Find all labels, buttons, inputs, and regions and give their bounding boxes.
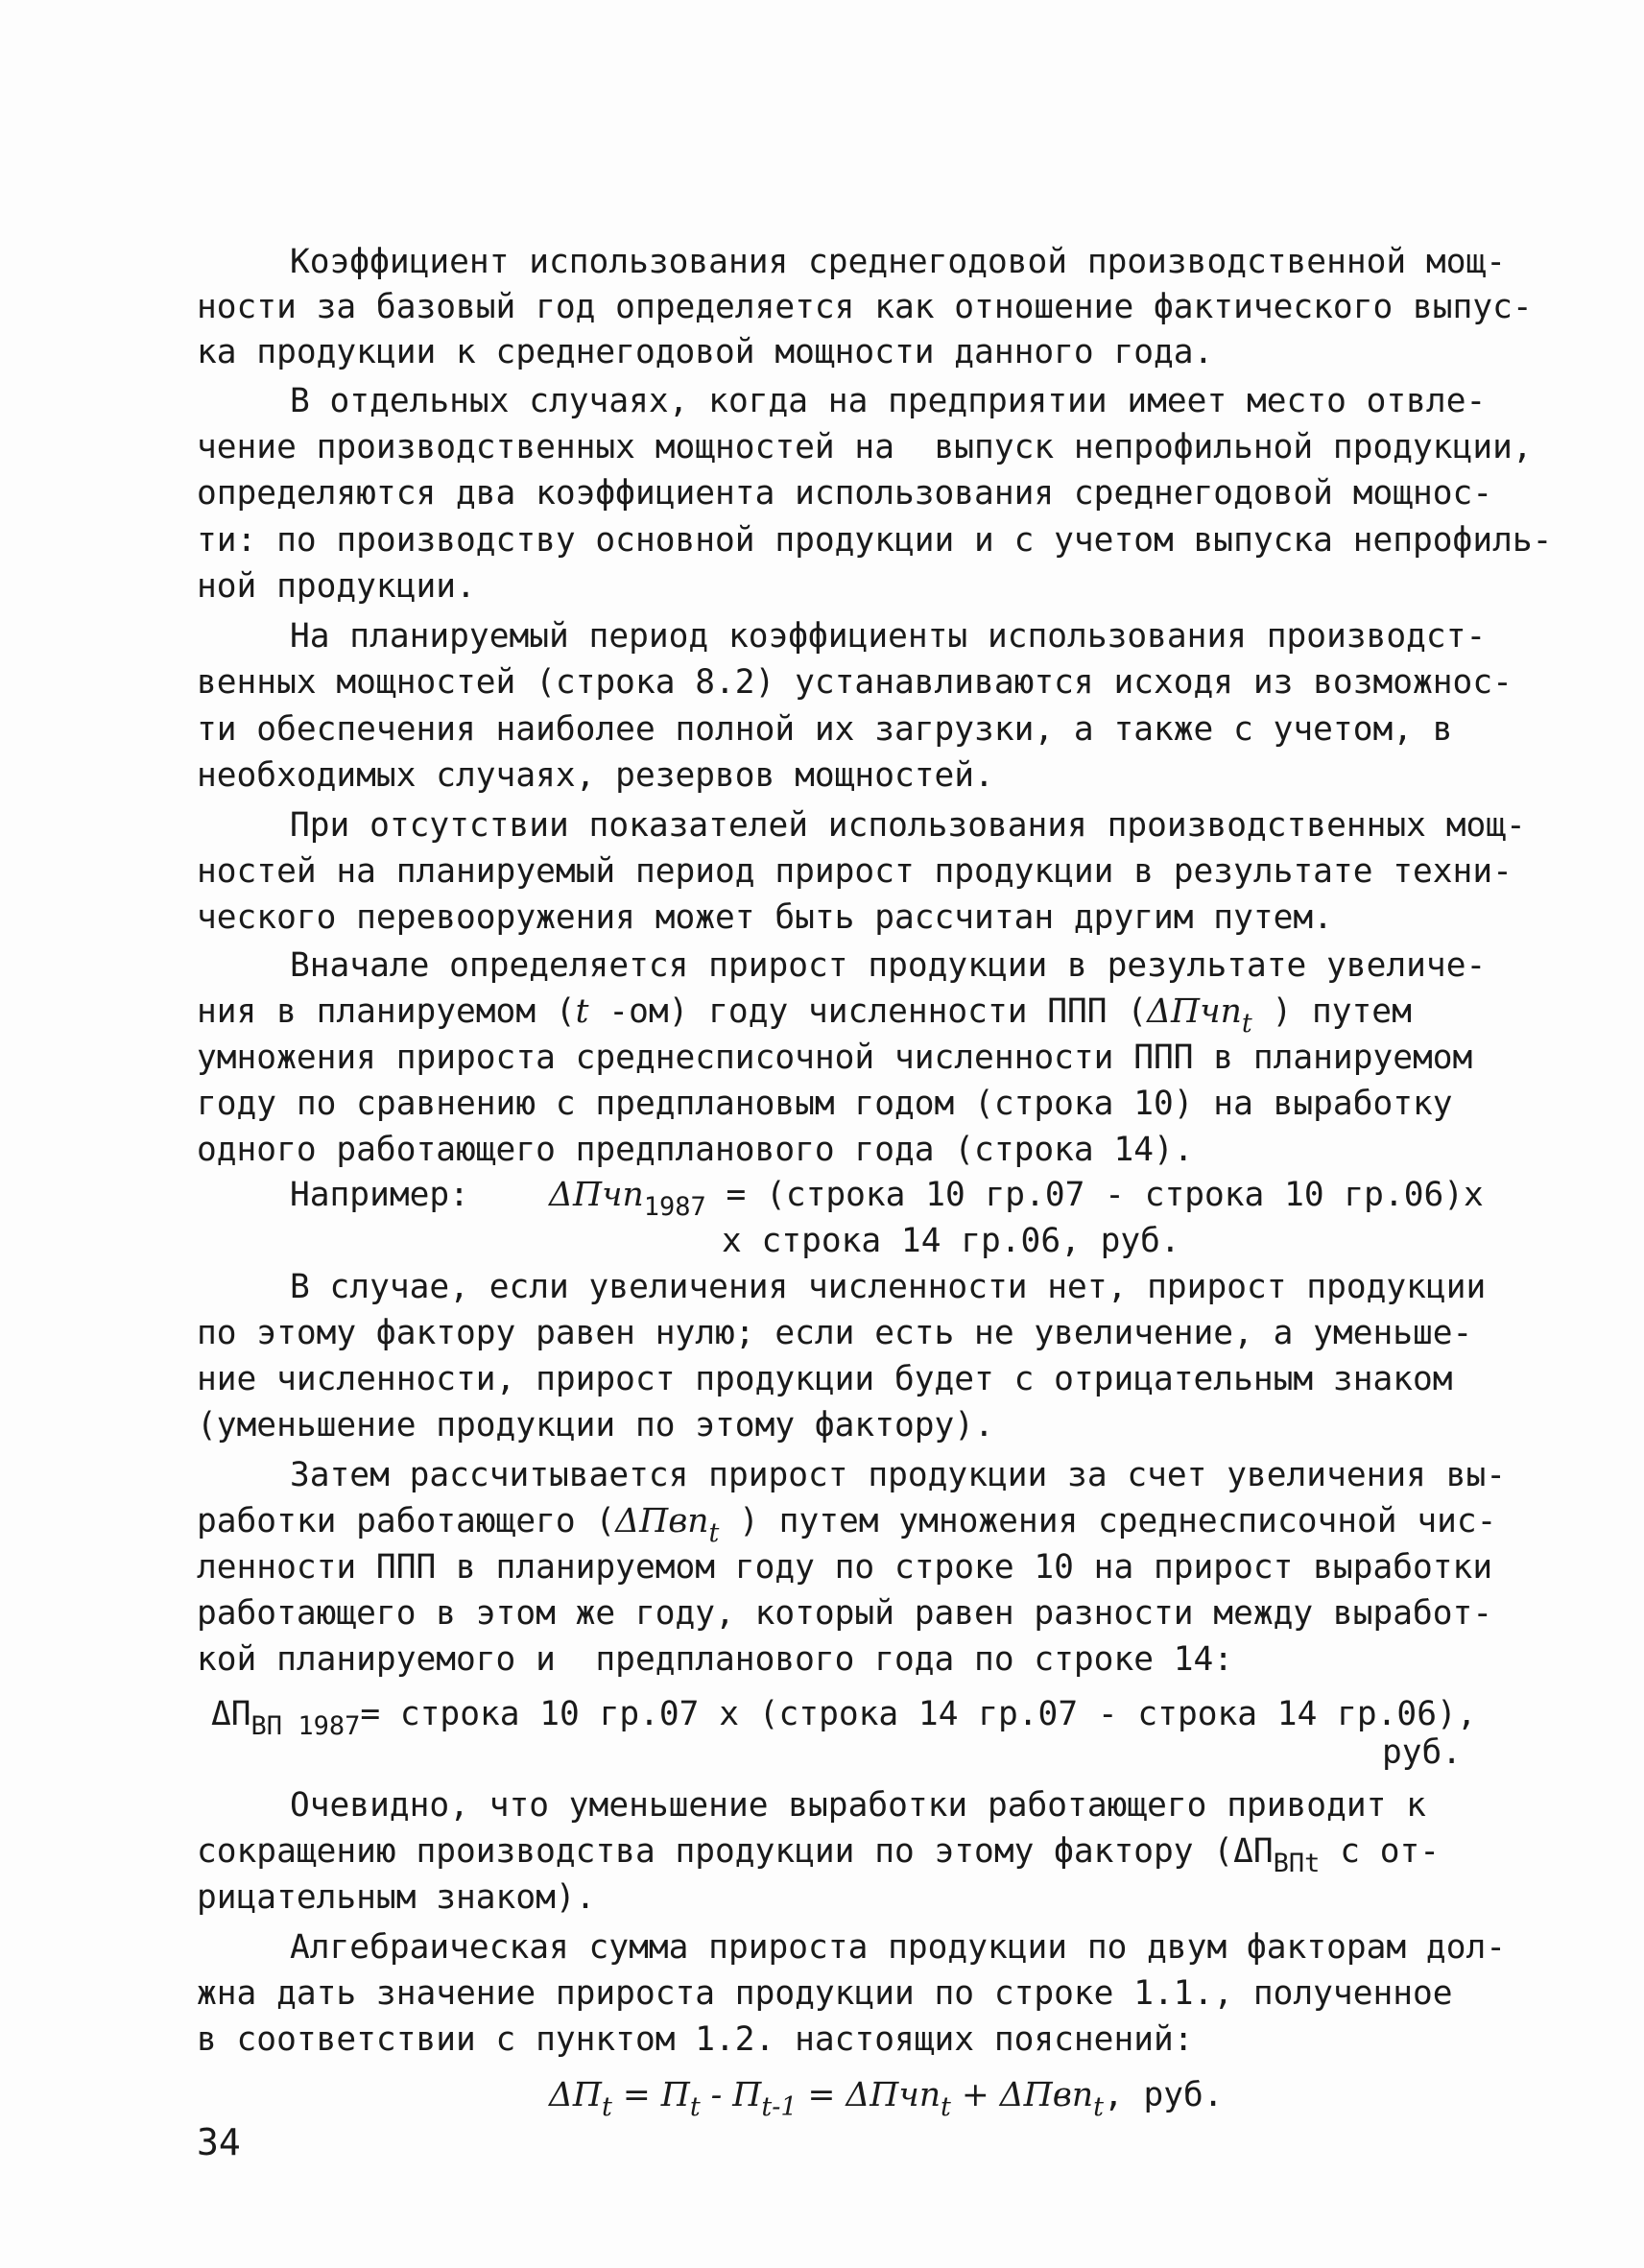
paragraph-3-line-1: На планируемый период коэффициенты использования производст- [290, 617, 1487, 656]
paragraph-5-line-3: умножения прироста среднесписочной численности ППП в планируемом [197, 1039, 1473, 1077]
paragraph-8-line-3: рицательным знаком). [197, 1878, 596, 1917]
paragraph-1-line-2: ности за базовый год определяется как отношение фактического выпус- [197, 288, 1533, 326]
formula-vp-1987: $\Delta П_{ВП 1987}=$ строка 10 гр.07 x (строка 14 гр.07 - строка 14 гр.06), [211, 1695, 1477, 1741]
paragraph-7-line-2: работки работающего (ΔПвп$_t$ ) путем умножения среднесписочной чис- [197, 1502, 1497, 1548]
paragraph-4-line-3: ческого перевооружения может быть рассчитан другим путем. [197, 898, 1333, 937]
paragraph-1-line-1: Коэффициент использования среднегодовой производственной мощ- [290, 243, 1507, 281]
paragraph-5-line-2: ния в планируемом (t -ом) году численности ППП (ΔПчп$_t$ ) путем [197, 992, 1412, 1039]
paragraph-6-line-1: В случае, если увеличения численности нет, прирост продукции [290, 1268, 1487, 1306]
paragraph-2-line-5: ной продукции. [197, 567, 476, 606]
paragraph-9-line-3: в соответствии с пунктом 1.2. настоящих пояснений: [197, 2020, 1194, 2059]
paragraph-6-line-3: ние численности, прирост продукции будет с отрицательным знаком [197, 1360, 1453, 1398]
paragraph-8-line-2: сокращению производства продукции по этому фактору ($\Delta П_{ВПt}$ с от- [197, 1832, 1441, 1878]
paragraph-7-line-4: работающего в этом же году, который равен разности между выработ- [197, 1594, 1493, 1633]
paragraph-6-line-2: по этому фактору равен нулю; если есть не увеличение, а уменьше- [197, 1314, 1473, 1352]
formula-delta-p-vp: ΔПвп [615, 1502, 709, 1540]
paragraph-3-line-3: ти обеспечения наиболее полной их загрузки, а также с учетом, в [197, 710, 1453, 749]
example-formula-line-2: x строка 14 гр.06, руб. [722, 1222, 1180, 1260]
paragraph-2-line-4: ти: по производству основной продукции и с учетом выпуска непрофиль- [197, 521, 1553, 560]
paragraph-9-line-2: жна дать значение прироста продукции по строке 1.1., полученное [197, 1974, 1453, 2013]
paragraph-7-line-1: Затем рассчитывается прирост продукции за счет увеличения вы- [290, 1456, 1507, 1494]
paragraph-5-line-4: году по сравнению с предплановым годом (строка 10) на выработку [197, 1085, 1453, 1123]
paragraph-4-line-1: При отсутствии показателей использования производственных мощ- [290, 806, 1526, 845]
paragraph-7-line-3: ленности ППП в планируемом году по строке 10 на прирост выработки [197, 1548, 1493, 1587]
paragraph-8-line-1: Очевидно, что уменьшение выработки работающего приводит к [290, 1786, 1426, 1825]
final-formula: $\Delta П_t = П_t - П_{t-1} = \Delta Пчп_t + \Delta Пвп_t$, руб. [549, 2076, 1224, 2122]
paragraph-2-line-3: определяются два коэффициента использования среднегодовой мощнос- [197, 474, 1493, 513]
paragraph-2-line-2: чение производственных мощностей на выпуск непрофильной продукции, [197, 428, 1533, 466]
page-number: 34 [197, 2121, 241, 2163]
formula-vp-1987-unit: руб. [1382, 1733, 1463, 1772]
paragraph-5-line-1: Вначале определяется прирост продукции в результате увеличе- [290, 946, 1487, 985]
paragraph-2-line-1: В отдельных случаях, когда на предприятии имеет место отвле- [290, 382, 1487, 420]
paragraph-9-line-1: Алгебраическая сумма прироста продукции по двум факторам дол- [290, 1928, 1507, 1967]
paragraph-5-line-5: одного работающего предпланового года (строка 14). [197, 1131, 1194, 1169]
paragraph-7-line-5: кой планируемого и предпланового года по строке 14: [197, 1640, 1234, 1679]
example-formula-line-1: Например: ΔПчп$_{1987}$ = (строка 10 гр.07 - строка 10 гр.06)x [290, 1176, 1484, 1222]
paragraph-1-line-3: ка продукции к среднегодовой мощности данного года. [197, 333, 1214, 371]
paragraph-6-line-4: (уменьшение продукции по этому фактору). [197, 1406, 994, 1444]
paragraph-3-line-2: венных мощностей (строка 8.2) устанавливаются исходя из возможнос- [197, 663, 1513, 702]
formula-delta-p-chp: ΔПчп [1147, 992, 1242, 1031]
paragraph-3-line-4: необходимых случаях, резервов мощностей. [197, 756, 994, 795]
paragraph-4-line-2: ностей на планируемый период прирост продукции в результате техни- [197, 852, 1513, 891]
